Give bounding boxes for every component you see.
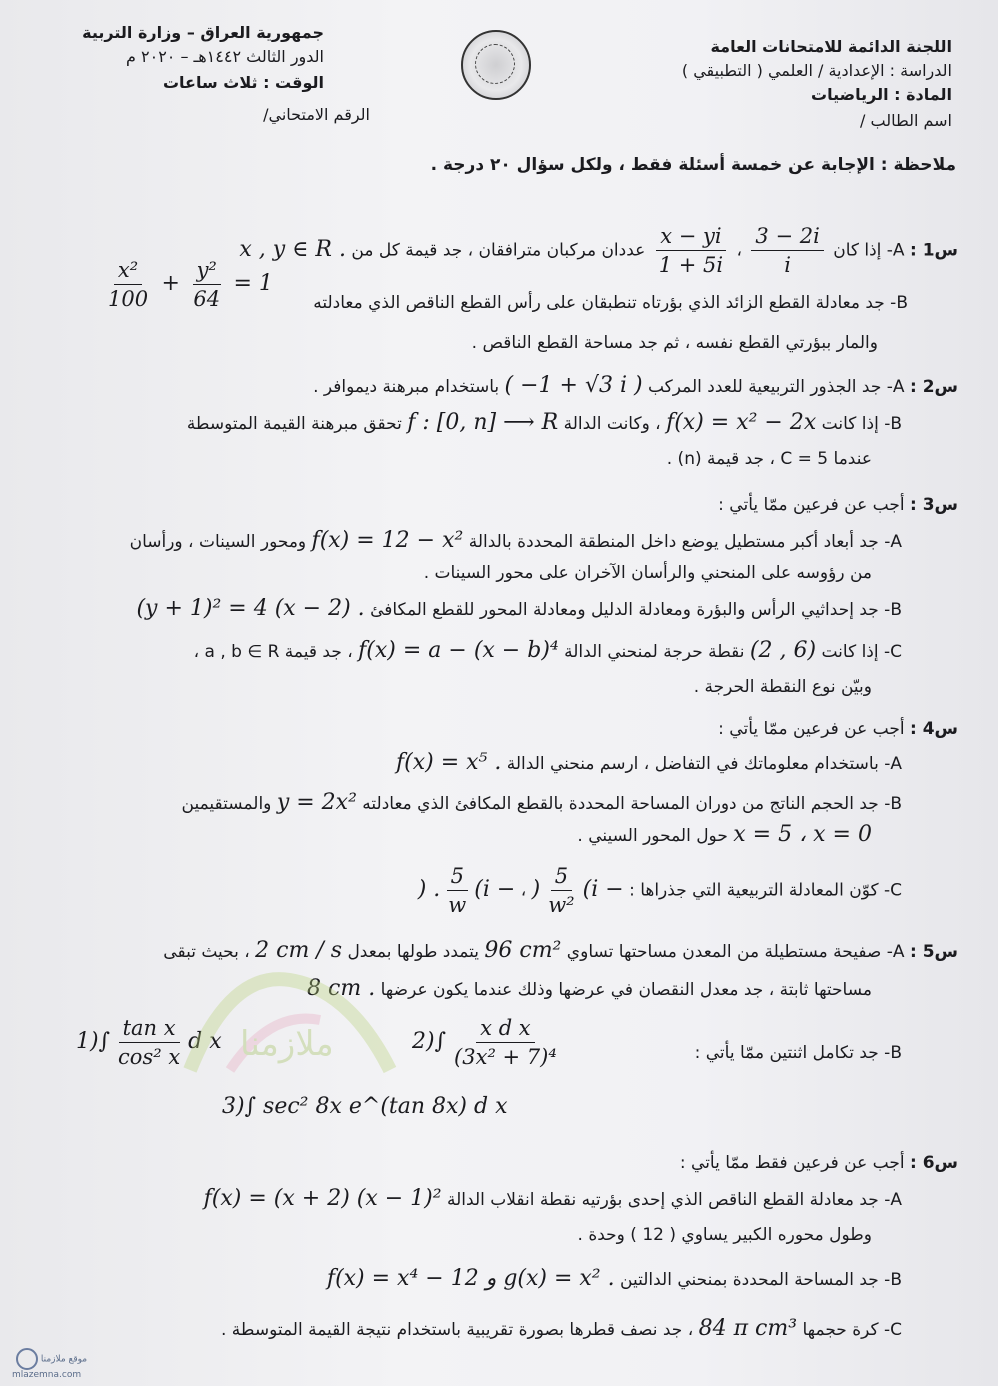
exam-note: ملاحظة : الإجابة عن خمسة أسئلة فقط ، ولكل سؤال ٢٠ درجة .: [430, 155, 956, 175]
q6-a-func: f(x) = (x + 2) (x − 1)²: [203, 1186, 442, 1211]
q3-line-c: [194, 638, 902, 665]
q5-integral-3: 3)∫ sec² 8x e^(tan 8x) d x: [222, 1094, 508, 1119]
q1-line-b: [313, 290, 908, 316]
q6-c-text: C- كرة حجمها: [802, 1320, 902, 1340]
q1-a-text: A- إذا كان: [833, 240, 905, 261]
q4-b-line2-text: حول المحور السيني .: [577, 826, 728, 846]
q5-label: س5 :: [909, 942, 958, 962]
q3-a-rest: ومحور السينات ، ورأسان: [129, 532, 307, 552]
site-logo-url: mlazemna.com: [12, 1370, 82, 1380]
q6-label: س6 :: [909, 1153, 958, 1173]
q3-c-mid: نقطة حرجة لمنحني الدالة: [564, 642, 745, 662]
subject: المادة : الرياضيات: [811, 85, 952, 104]
q1-label: س1 :: [909, 240, 958, 261]
q1-a-vars: x , y ∈ R .: [239, 236, 346, 262]
q4-line-intro: [718, 716, 958, 742]
q1-line-b2: والمار ببؤرتي القطع نفسه ، ثم جد مساحة القطع الناقص .: [471, 333, 878, 353]
q6-a-text: A- جد معادلة القطع الناقص الذي إحدى بؤرتيه نقطة انقلاب الدالة: [447, 1190, 902, 1210]
q4-line-b2: [577, 822, 872, 849]
q3-line-b: [136, 596, 902, 623]
q3-b-text: B- جد إحداثيي الرأس والبؤرة ومعادلة الدليل ومعادلة المحور للقطع المكافئ: [370, 600, 902, 620]
q1-a-rest: عددان مركبان مترافقان ، جد قيمة كل من: [351, 240, 646, 261]
q6-b-text: B- جد المساحة المحددة بمنحني الدالتين: [620, 1270, 902, 1290]
q3-c-text: C- إذا كانت: [821, 642, 902, 662]
q4-label: س4 :: [909, 719, 958, 739]
student-name-label: اسم الطالب /: [860, 111, 952, 130]
q6-line-intro: [680, 1150, 958, 1176]
q4-b-text: B- جد الحجم الناتج من دوران المساحة المحددة بالقطع المكافئ الذي معادلته: [362, 794, 902, 814]
q4-b-lines: x = 5 ، x = 0: [733, 822, 872, 847]
q3-c-func: f(x) = a − (x − b)⁴: [358, 638, 559, 663]
exam-number-label: الرقم الامتحاني/: [263, 105, 370, 124]
q4-b-eq: y = 2x²: [276, 790, 357, 815]
q6-c-end: ، جد نصف قطرها بصورة تقريبية باستخدام نتيجة القيمة المتوسطة .: [220, 1320, 694, 1340]
q2-line-b2: عندما C = 5 ، جد قيمة (n) .: [666, 449, 872, 469]
study-branch: الدراسة : الإعدادية / العلمي ( التطبيقي ): [681, 61, 952, 80]
q1-frac-1: $\frac{3 - 2i}{i}$: [751, 222, 823, 279]
q5-a-area: 96 cm²: [484, 938, 562, 963]
watermark-logo-icon: [170, 960, 410, 1080]
q2-b-mid: ، وكانت الدالة: [563, 414, 661, 434]
q2-a-rest: باستخدام مبرهنة ديموافر .: [313, 377, 500, 397]
q6-c-vol: 84 π cm³: [698, 1316, 798, 1341]
q6-line-a: [204, 1186, 902, 1213]
q1-frac-2: $\frac{x - yi}{1 + 5i}$: [655, 222, 727, 279]
q3-c-end: ، جد قيمة a , b ∈ R ،: [193, 642, 353, 662]
committee-title: اللجنة الدائمة للامتحانات العامة: [710, 37, 952, 56]
ministry-seal-icon: [461, 30, 531, 100]
q5-a-rate: 2 cm / s: [255, 938, 343, 963]
q2-a-text: A- جد الجذور التربيعية للعدد المركب: [647, 377, 905, 397]
q2-b-text: B- إذا كانت: [821, 414, 902, 434]
q5-a-line2: مساحتها ثابتة ، جد معدل النقصان في عرضها وذلك عندما يكون عرضها: [380, 980, 872, 1000]
q4-a-func: f(x) = x⁵ .: [395, 750, 502, 775]
q2-a-expr: ( −1 + √3 i ): [504, 373, 643, 398]
q4-line-c: C- كوّن المعادلة التربيعية التي جذراها : (i − $\frac{5}{\text{w²}}$ ) ، (i − $\frac{5}{w}$ ) .: [417, 864, 902, 917]
q3-a-func: f(x) = 12 − x²: [311, 528, 464, 553]
country-ministry: جمهورية العراق – وزارة التربية: [82, 23, 324, 42]
watermark-text: ملازمنا: [240, 1024, 334, 1064]
q2-line-a: [313, 373, 958, 400]
q6-intro: أجب عن فرعين فقط ممّا يأتي :: [679, 1153, 905, 1173]
q6-line-b: [327, 1266, 902, 1293]
q3-line-c2: وبيّن نوع النقطة الحرجة .: [693, 677, 872, 697]
exam-round: الدور الثالث ١٤٤٢هـ – ٢٠٢٠ م: [126, 47, 324, 66]
site-logo: [12, 1348, 87, 1381]
q6-b-funcs: f(x) = x⁴ − 12 و g(x) = x² .: [326, 1266, 615, 1291]
q3-a-text: A- جد أبعاد أكبر مستطيل يوضع داخل المنطقة المحددة بالدالة: [468, 532, 902, 552]
q5-a-end: ، بحيث تبقى: [163, 942, 250, 962]
q3-c-point: (2 , 6): [749, 638, 817, 663]
q4-line-a: [396, 750, 902, 777]
q5-line-b: B- جد تكامل اثنتين ممّا يأتي :: [694, 1043, 902, 1063]
q2-b-end: تحقق مبرهنة القيمة المتوسطة: [186, 414, 402, 434]
q3-b-eq: (y + 1)² = 4 (x − 2) .: [136, 596, 365, 621]
q4-a-text: A- باستخدام معلوماتك في التفاضل ، ارسم منحني الدالة: [506, 754, 902, 774]
magnifier-icon: [16, 1348, 38, 1370]
q3-intro: أجب عن فرعين ممّا يأتي :: [718, 495, 905, 515]
q6-line-a2: وطول محوره الكبير يساوي ( 12 ) وحدة .: [577, 1225, 872, 1245]
site-logo-text: موقع ملازمنا: [40, 1354, 88, 1365]
q4-line-b: [182, 790, 902, 817]
q2-line-b: [187, 410, 902, 437]
q5-integral-1: 1)∫ $\frac{\text{tan x}}{\text{cos² x}}$ d x: [76, 1016, 222, 1069]
q2-b-map: f : [0, n] ⟶ R: [407, 410, 559, 435]
q3-line-a: [130, 528, 902, 555]
q5-a-width: 8 cm .: [307, 976, 376, 1001]
q6-line-c: [221, 1316, 902, 1343]
q2-label: س2 :: [909, 377, 958, 397]
q3-label: س3 :: [909, 495, 958, 515]
q5-a-mid: يتمدد طولها بمعدل: [347, 942, 479, 962]
q1-ellipse-eq: $\frac{\text{x²}}{100}$ + $\frac{\text{y²}}{64}$ = 1: [108, 258, 273, 311]
q5-a-text: A- صفيحة مستطيلة من المعدن مساحتها تساوي: [566, 942, 905, 962]
q4-intro: أجب عن فرعين ممّا يأتي :: [718, 719, 905, 739]
q1-b-text: B- جد معادلة القطع الزائد الذي بؤرتاه تنطبقان على رأس القطع الناقص الذي معادلته: [313, 293, 908, 313]
q2-b-func: f(x) = x² − 2x: [666, 410, 817, 435]
q1-line-a: س1 : A- إذا كان $\frac{3 - 2i}{i}$ ، $\frac{x - yi}{1 + 5i}$ عددان مركبان مترافقان ، جد قيمة كل من x , y ∈ R .: [239, 224, 958, 277]
q3-line-a2: من رؤوسه على المنحني والرأسان الآخران على محور السينات .: [423, 563, 872, 583]
q4-c-text: C- كوّن المعادلة التربيعية التي جذراها :: [629, 880, 902, 901]
q3-line-intro: [718, 492, 958, 518]
exam-time: الوقت : ثلاث ساعات: [162, 73, 324, 92]
q5-integral-2: 2)∫ $\frac{\text{x d x}}{\text{(3x² + 7)⁴}}$: [412, 1016, 557, 1069]
q4-b-end: والمستقيمين: [181, 794, 272, 814]
